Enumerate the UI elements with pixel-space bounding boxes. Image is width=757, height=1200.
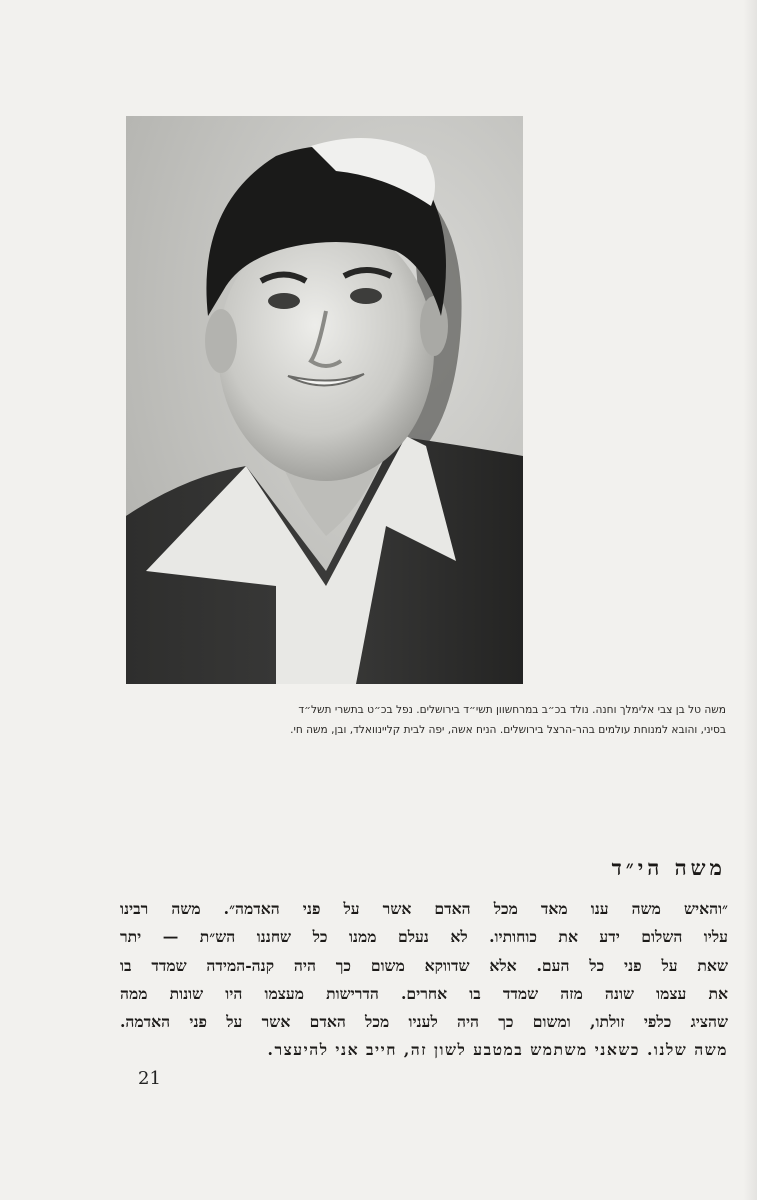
body-line: משה שלנו. כשאני משתמש במטבע לשון זה, חייב אני להיעצר. bbox=[267, 1040, 728, 1060]
photo-caption bbox=[120, 700, 726, 740]
portrait-photo-image bbox=[126, 116, 523, 684]
body-line: ״והאיש משה ענו מאד מכל האדם אשר על פני האדמה״. משה רבינו bbox=[120, 899, 728, 918]
body-line: את עצמו שונה מזה שמדד בו אחרים. הדרישות מעצמו היו שונות ממה bbox=[120, 983, 728, 1003]
page-number: 21 bbox=[138, 1068, 161, 1089]
body-line: עליו השלום ידע את כוחותיו. לא נעלם ממנו כל שחננו הש״ת — יתר bbox=[120, 927, 728, 947]
article-title: משה הי״ד bbox=[611, 855, 726, 880]
page-edge-shadow bbox=[743, 0, 757, 1200]
article-body bbox=[120, 895, 728, 1065]
body-line: שאת על פני כל העם. אלא שדווקא משום כך היה קנה-המידה שמדד בו bbox=[120, 955, 728, 975]
caption-line: בסיני, והובא למנוחת עולמים בהר-הרצל בירושלים. הניח אשה, יפה לבית קליינוואלד, ובן, משה חי. bbox=[290, 724, 726, 736]
caption-line: משה טל בן צבי אלימלך וחנה. נולד בכ״ב במרחשוון תשי״ד בירושלים. נפל בכ״ט בתשרי תשל״ד bbox=[298, 704, 726, 716]
body-line: שהציג כלפי זולתו, ומשום כך היה לעניו מכל האדם אשר על פני האדמה. bbox=[120, 1012, 728, 1032]
portrait-photo bbox=[126, 116, 523, 684]
